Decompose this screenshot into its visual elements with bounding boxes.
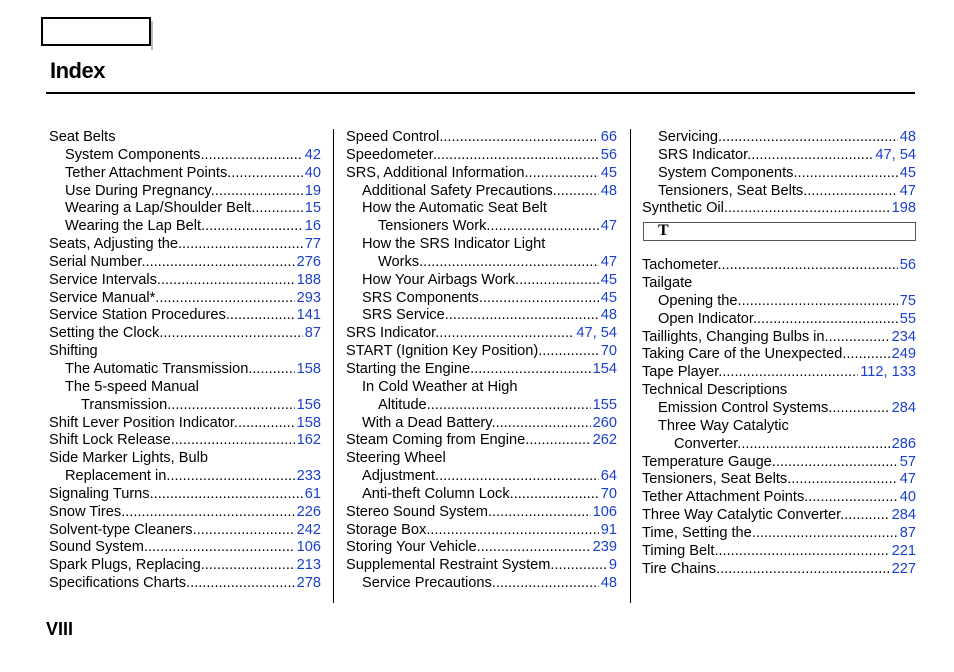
index-entry-label: Tensioners Work .....: [378, 218, 617, 234]
index-entry-page-ref[interactable]: 284: [891, 399, 916, 416]
index-entry: [641, 436, 916, 454]
index-entry: [48, 432, 321, 450]
index-entry: [641, 454, 916, 472]
index-entry-page-ref[interactable]: 156: [296, 396, 321, 413]
index-entry: [48, 183, 321, 201]
page-title: Index: [50, 58, 105, 83]
index-entry-page-ref[interactable]: 77: [304, 236, 321, 253]
index-entry-label: Serial Number .....: [49, 254, 321, 270]
index-entry-page-ref[interactable]: 213: [296, 557, 321, 574]
index-entry: [345, 379, 617, 397]
index-entry: [48, 504, 321, 522]
index-entry-page-ref[interactable]: 19: [304, 182, 321, 199]
index-entry-page-ref[interactable]: 158: [296, 414, 321, 431]
index-entry-label: Specifications Charts .....: [49, 575, 321, 591]
index-entry-page-ref[interactable]: 47: [600, 218, 617, 235]
index-entry-page-ref[interactable]: 70: [600, 485, 617, 502]
index-entry-label: Opening the .....: [658, 293, 916, 309]
index-entry-label: Seat Belts: [49, 129, 116, 145]
index-entry: [345, 575, 617, 593]
index-entry-label: Wearing a Lap/Shoulder Belt .....: [65, 200, 321, 216]
index-entry-page-ref[interactable]: 61: [304, 485, 321, 502]
index-entry-label: Steam Coming from Engine .....: [346, 432, 617, 448]
index-entry: [48, 200, 321, 218]
index-entry-page-ref[interactable]: 260: [592, 414, 617, 431]
index-entry-label: Setting the Clock .....: [49, 325, 321, 341]
index-entry-page-ref[interactable]: 87: [899, 524, 916, 541]
index-entry-label: System Components .....: [65, 147, 321, 163]
index-entry-page-ref[interactable]: 155: [592, 396, 617, 413]
index-entry-label: The 5-speed Manual: [65, 378, 199, 395]
index-entry-page-ref[interactable]: 48: [899, 129, 916, 145]
index-entry: [48, 165, 321, 183]
index-entry-page-ref[interactable]: 9: [608, 557, 617, 574]
index-entry: [345, 254, 617, 272]
index-entry: [641, 471, 916, 489]
index-entry-label: Seats, Adjusting the .....: [49, 236, 321, 252]
index-entry-label: Time, Setting the .....: [642, 525, 916, 541]
index-entry-page-ref[interactable]: 91: [600, 521, 617, 538]
index-entry-page-ref[interactable]: 45: [600, 164, 617, 181]
index-entry: [345, 522, 617, 540]
section-letter: T: [658, 222, 669, 240]
index-entry-page-ref[interactable]: 47: [899, 182, 916, 199]
index-entry-label: Converter .....: [674, 436, 916, 452]
index-entry-page-ref[interactable]: 56: [899, 257, 916, 274]
index-entry: [641, 364, 916, 382]
index-entry-page-ref[interactable]: 66: [600, 129, 617, 145]
index-entry: [345, 504, 617, 522]
index-entry-label: How the SRS Indicator Light: [362, 236, 546, 253]
index-entry: [48, 415, 321, 433]
index-entry: [641, 489, 916, 507]
index-entry: [48, 325, 321, 343]
index-entry-label: Works .....: [378, 254, 617, 270]
index-column-3: [641, 129, 916, 578]
index-entry: [48, 129, 321, 147]
index-entry-page-ref[interactable]: 158: [296, 360, 321, 377]
index-entry: [641, 507, 916, 525]
index-entry: [48, 307, 321, 325]
index-entry: [48, 361, 321, 379]
index-entry: [345, 129, 617, 147]
index-entry-label: Spark Plugs, Replacing .....: [49, 557, 321, 573]
index-entry-page-ref[interactable]: 162: [296, 432, 321, 449]
index-entry-page-ref[interactable]: 141: [296, 307, 321, 324]
index-entry: [345, 307, 617, 325]
index-entry-page-ref[interactable]: 45: [899, 164, 916, 181]
index-entry: [641, 275, 916, 293]
index-entry-label: Timing Belt .....: [642, 543, 916, 559]
index-entry-label: Side Marker Lights, Bulb: [49, 450, 208, 467]
index-entry: [641, 129, 916, 147]
index-entry: [48, 379, 321, 397]
index-entry-label: How Your Airbags Work .....: [362, 272, 617, 288]
index-entry-page-ref[interactable]: 106: [592, 503, 617, 520]
index-entry-page-ref[interactable]: 48: [600, 575, 617, 592]
index-column-2: [345, 129, 617, 593]
index-entry-page-ref[interactable]: 233: [296, 468, 321, 485]
index-entry: [345, 415, 617, 433]
index-entry-label: Tachometer .....: [642, 257, 916, 273]
index-entry: [641, 165, 916, 183]
index-entry-label: Speedometer .....: [346, 147, 617, 163]
index-entry: [48, 522, 321, 540]
title-divider: [46, 92, 915, 94]
index-entry-page-ref[interactable]: 70: [600, 343, 617, 360]
index-entry-page-ref[interactable]: 45: [600, 289, 617, 306]
index-entry-page-ref[interactable]: 15: [304, 200, 321, 217]
index-entry: [641, 311, 916, 329]
index-entry-label: Servicing .....: [658, 129, 916, 145]
index-entry: [345, 486, 617, 504]
index-entry-page-ref[interactable]: 276: [296, 253, 321, 270]
index-column-1: [48, 129, 321, 593]
index-entry-label: The Automatic Transmission .....: [65, 361, 321, 377]
index-entry-page-ref[interactable]: 47: [600, 253, 617, 270]
index-entry-label: Snow Tires .....: [49, 504, 321, 520]
header-tab-box: [41, 17, 151, 46]
index-entry-label: Anti-theft Column Lock .....: [362, 486, 617, 502]
index-entry-page-ref[interactable]: 293: [296, 289, 321, 306]
index-entry-page-ref[interactable]: 40: [304, 164, 321, 181]
index-entry-page-ref[interactable]: 234: [891, 328, 916, 345]
index-entry: [345, 325, 617, 343]
index-entry-label: Speed Control .....: [346, 129, 617, 145]
index-entry: [48, 236, 321, 254]
index-entry-label: Three Way Catalytic: [658, 417, 789, 434]
index-entry-page-ref[interactable]: 106: [296, 539, 321, 556]
index-entry-page-ref[interactable]: 57: [899, 453, 916, 470]
index-entry-label: SRS Components .....: [362, 290, 617, 306]
index-entry: [48, 397, 321, 415]
index-entry-page-ref[interactable]: 242: [296, 521, 321, 538]
index-entry-page-ref[interactable]: 154: [592, 360, 617, 377]
index-entry: [345, 557, 617, 575]
index-entry-label: Tether Attachment Points .....: [65, 165, 321, 181]
index-entry-label: Sound System .....: [49, 539, 321, 555]
index-entry-page-ref[interactable]: 87: [304, 325, 321, 342]
index-entry-label: Technical Descriptions: [642, 382, 788, 399]
index-entry-label: Synthetic Oil .....: [642, 200, 916, 216]
index-entry-label: Shift Lock Release .....: [49, 432, 321, 448]
index-entry-label: Open Indicator .....: [658, 311, 916, 327]
index-entry: [641, 400, 916, 418]
index-entry-label: SRS Service .....: [362, 307, 617, 323]
index-entry-label: START (Ignition Key Position) .....: [346, 343, 617, 359]
page-number: VIII: [46, 619, 74, 639]
index-entry-label: With a Dead Battery .....: [362, 415, 617, 431]
index-entry-page-ref[interactable]: 278: [296, 575, 321, 592]
section-header-box: [643, 222, 916, 241]
index-entry-label: Service Manual* .....: [49, 290, 321, 306]
index-entry-label: Tire Chains .....: [642, 561, 916, 577]
index-entry: [345, 290, 617, 308]
index-entry-page-ref[interactable]: 16: [304, 218, 321, 235]
index-entry: [345, 236, 617, 254]
index-entry-page-ref[interactable]: 42: [304, 146, 321, 163]
index-entry: [641, 257, 916, 275]
index-entry-page-ref[interactable]: 221: [891, 542, 916, 559]
index-entry-label: SRS Indicator .....: [658, 147, 916, 163]
index-entry-label: Altitude .....: [378, 397, 617, 413]
index-entry: [345, 165, 617, 183]
index-entry-page-ref[interactable]: 48: [600, 182, 617, 199]
index-entry: [48, 575, 321, 593]
index-entry-label: SRS, Additional Information .....: [346, 165, 617, 181]
index-entry-label: Tape Player .....: [642, 364, 916, 380]
index-entry: [345, 200, 617, 218]
index-entry-page-ref[interactable]: 45: [600, 271, 617, 288]
index-entry-label: Steering Wheel: [346, 450, 446, 467]
index-entry: [345, 147, 617, 165]
index-entry-page-ref[interactable]: 198: [891, 200, 916, 217]
index-entry-page-ref[interactable]: 47, 54: [875, 146, 916, 163]
index-entry: [345, 468, 617, 486]
index-entry-label: Wearing the Lap Belt .....: [65, 218, 321, 234]
index-entry-label: Use During Pregnancy .....: [65, 183, 321, 199]
index-entry-label: Storing Your Vehicle .....: [346, 539, 617, 555]
index-entry-label: Service Station Procedures .....: [49, 307, 321, 323]
index-entry-label: In Cold Weather at High: [362, 378, 518, 395]
index-entry-label: Shift Lever Position Indicator .....: [49, 415, 321, 431]
index-entry-label: Adjustment .....: [362, 468, 617, 484]
index-entry-label: Transmission .....: [81, 397, 321, 413]
index-entry-label: Service Intervals .....: [49, 272, 321, 288]
index-entry: [48, 254, 321, 272]
index-entry-label: System Components .....: [658, 165, 916, 181]
index-entry-page-ref[interactable]: 262: [592, 432, 617, 449]
index-entry-page-ref[interactable]: 75: [899, 292, 916, 309]
index-entry-label: Supplemental Restraint System .....: [346, 557, 617, 573]
index-entry-label: Storage Box .....: [346, 522, 617, 538]
index-entry-page-ref[interactable]: 48: [600, 307, 617, 324]
index-entry-page-ref[interactable]: 286: [891, 435, 916, 452]
index-entry: [48, 450, 321, 468]
index-entry: [641, 183, 916, 201]
index-entry-label: Tensioners, Seat Belts .....: [658, 183, 916, 199]
index-entry: [641, 525, 916, 543]
index-entry-page-ref[interactable]: 112, 133: [860, 364, 916, 381]
index-entry-page-ref[interactable]: 226: [296, 503, 321, 520]
index-entry-page-ref[interactable]: 249: [891, 346, 916, 363]
index-entry: [345, 272, 617, 290]
index-entry: [48, 486, 321, 504]
index-entry: [48, 272, 321, 290]
index-entry-label: Emission Control Systems .....: [658, 400, 916, 416]
index-entry-page-ref[interactable]: 239: [592, 539, 617, 556]
index-entry-page-ref[interactable]: 55: [899, 310, 916, 327]
index-entry: [345, 450, 617, 468]
index-entry-label: Starting the Engine .....: [346, 361, 617, 377]
index-entry: [48, 218, 321, 236]
index-entry: [48, 343, 321, 361]
index-entry: [641, 293, 916, 311]
index-entry: [641, 200, 916, 218]
index-entry: [48, 557, 321, 575]
index-entry-label: Tensioners, Seat Belts .....: [642, 471, 916, 487]
index-entry-page-ref[interactable]: 40: [899, 489, 916, 506]
index-entry: [48, 147, 321, 165]
index-entry-label: Solvent-type Cleaners .....: [49, 522, 321, 538]
index-entry: [345, 218, 617, 236]
index-entry-page-ref[interactable]: 47: [899, 471, 916, 488]
index-entry: [641, 418, 916, 436]
index-entry: [641, 346, 916, 364]
index-entry: [48, 539, 321, 557]
index-entry-page-ref[interactable]: 284: [891, 507, 916, 524]
index-entry: [641, 561, 916, 579]
index-entry-label: Stereo Sound System .....: [346, 504, 617, 520]
index-entry-label: Taillights, Changing Bulbs in .....: [642, 329, 916, 345]
index-entry-page-ref[interactable]: 47, 54: [576, 325, 617, 342]
index-entry-page-ref[interactable]: 56: [600, 146, 617, 163]
index-entry-label: Taking Care of the Unexpected .....: [642, 346, 916, 362]
index-entry: [345, 343, 617, 361]
index-entry-label: How the Automatic Seat Belt: [362, 200, 547, 217]
index-entry: [48, 468, 321, 486]
index-entry-label: SRS Indicator .....: [346, 325, 617, 341]
index-entry-label: Additional Safety Precautions .....: [362, 183, 617, 199]
index-entry: [345, 397, 617, 415]
index-entry: [345, 361, 617, 379]
index-entry: [641, 382, 916, 400]
index-entry-label: Service Precautions .....: [362, 575, 617, 591]
index-entry-label: Tether Attachment Points .....: [642, 489, 916, 505]
index-entry: [641, 147, 916, 165]
index-entry: [345, 539, 617, 557]
column-divider-2: [630, 129, 631, 603]
index-entry: [48, 290, 321, 308]
index-entry: [641, 329, 916, 347]
column-divider-1: [333, 129, 334, 603]
index-entry-label: Replacement in .....: [65, 468, 321, 484]
index-entry-label: Tailgate: [642, 275, 693, 292]
index-entry-label: Shifting: [49, 343, 98, 360]
index-entry: [345, 183, 617, 201]
index-entry: [641, 543, 916, 561]
index-entry-label: Three Way Catalytic Converter .....: [642, 507, 916, 523]
index-entry-page-ref[interactable]: 227: [891, 560, 916, 577]
index-entry-label: Signaling Turns .....: [49, 486, 321, 502]
index-entry-page-ref[interactable]: 188: [296, 271, 321, 288]
index-entry: [345, 432, 617, 450]
index-entry-page-ref[interactable]: 64: [600, 468, 617, 485]
index-entry-label: Temperature Gauge .....: [642, 454, 916, 470]
